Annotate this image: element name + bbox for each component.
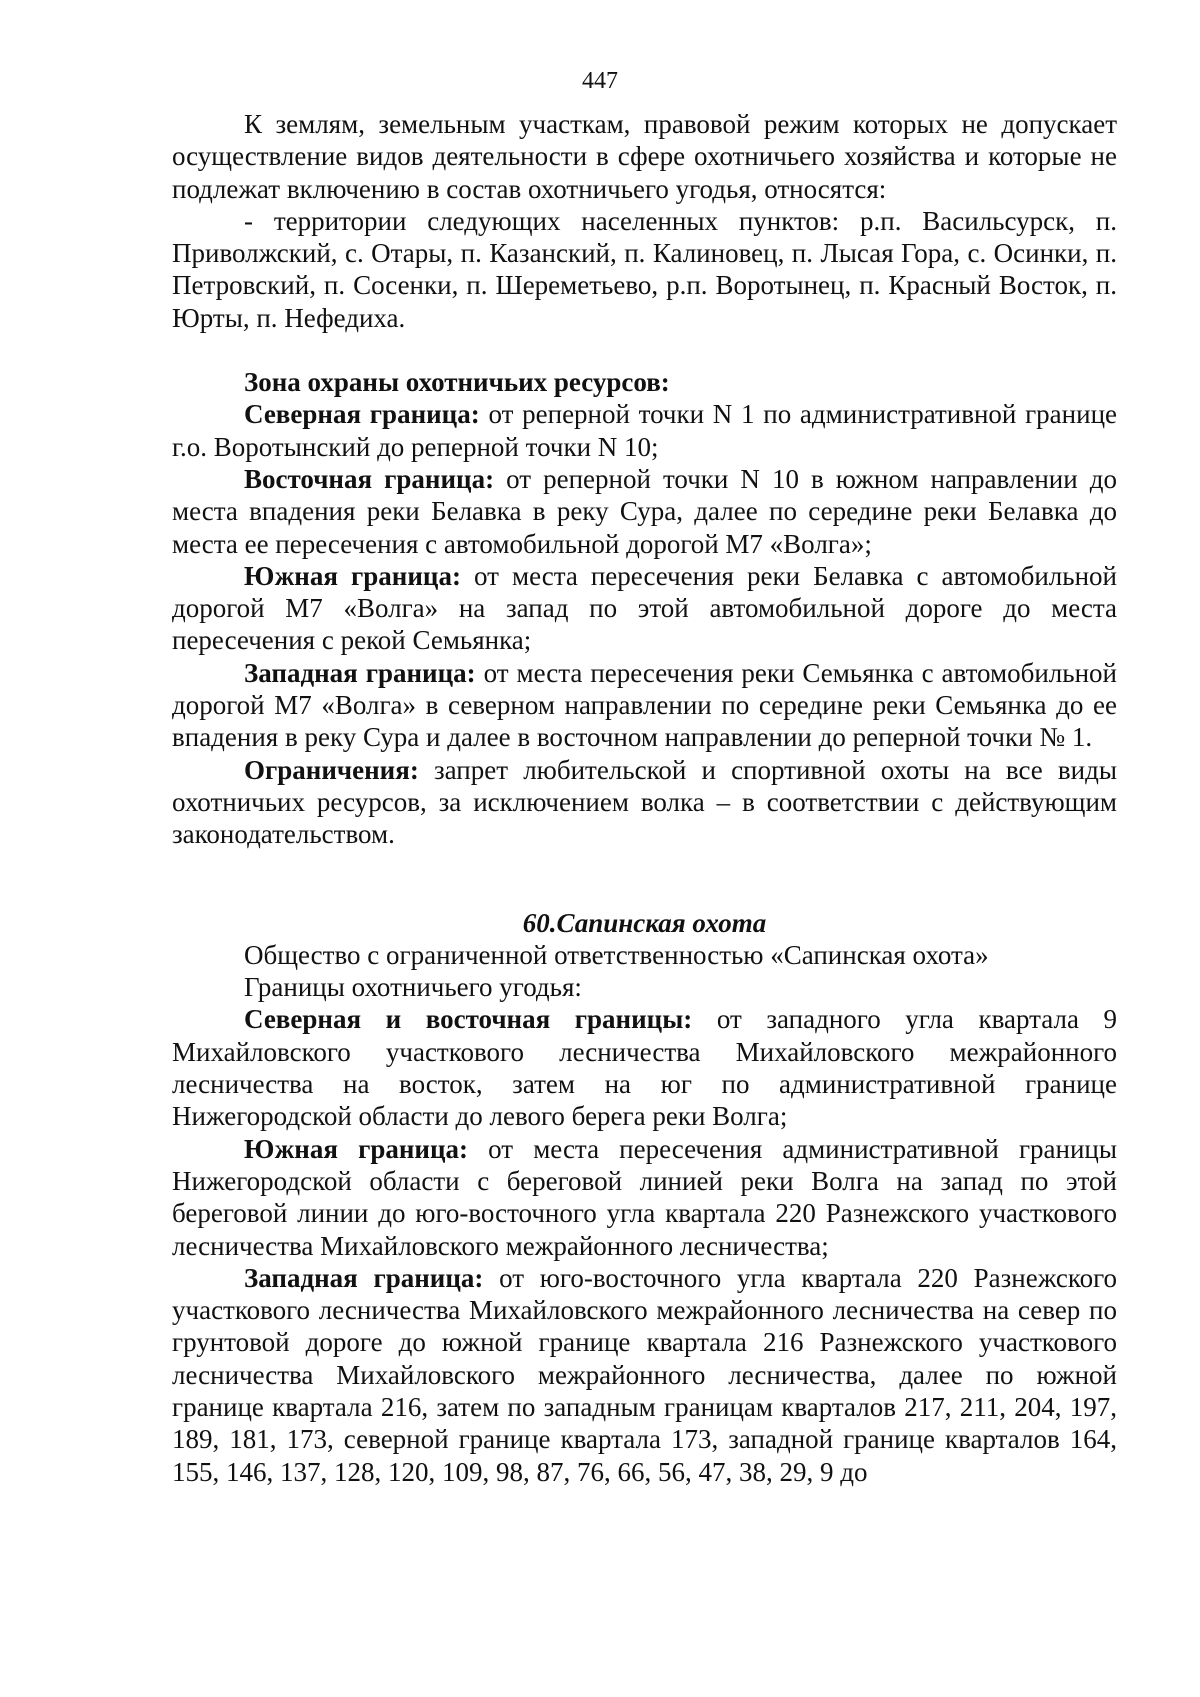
protection-restrictions-text: запрет любительской и спортивной охоты на все виды охотничьих ресурсов, за исключением волка – в соответствии с действующим законодательством. <box>172 754 1117 850</box>
section-60-west-border <box>172 1262 1117 1488</box>
protection-east-label: Восточная граница: <box>244 463 495 494</box>
protection-north-text: от реперной точки N 1 по административной границе г.о. Воротынский до реперной точки N 10; <box>172 399 1118 462</box>
excluded-lands-item: - территории следующих населенных пунктов: р.п. Васильсурск, п. Приволжский, с. Отары, п. Казанский, п. Калиновец, п. Лысая Гора, с. Осинки, п. Петровский, п. Сосенки, п. Шереметьево, р.п. Воротынец, п. Красный Восток, п. Юрты, п. Нефедиха. <box>172 205 1117 333</box>
section-60-north-east-border <box>172 1003 1117 1132</box>
protection-south-text: от места пересечения реки Белавка с автомобильной дорогой М7 «Волга» на запад по этой автомобильной дороге до места пересечения с рекой Семьянка; <box>172 560 1117 656</box>
section-60-organization: Общество с ограниченной ответственностью «Сапинская охота» <box>244 939 989 970</box>
protection-zone-heading-text: Зона охраны охотничьих ресурсов: <box>244 367 670 398</box>
protection-zone-heading <box>172 366 1117 398</box>
protection-east-border <box>172 463 1117 560</box>
section-60-title: 60.Сапинская охота <box>522 907 767 938</box>
protection-north-label: Северная граница: <box>244 399 480 430</box>
section-60-north-east-label: Северная и восточная границы: <box>244 1004 693 1035</box>
section-60-south-text: от места пересечения административной границы Нижегородской области с береговой линией реки Волга на запад по этой береговой линии до юго-восточного угла квартала 220 Разнежского участкового лесничества Михайловского межрайонного лесничества; <box>172 1133 1117 1261</box>
section-60-west-label: Западная граница: <box>244 1262 484 1293</box>
section-60-west-text: от юго-восточного угла квартала 220 Разнежского участкового лесничества Михайловского межрайонного лесничества на север по грунтовой дороге до южной границе квартала 216 Разнежского участкового лесничества Михайловского межрайонного лесничества, далее по южной границе квартала 216, затем по западным границам кварталов 217, 211, 204, 197, 189, 181, 173, северной границе квартала 173, западной границе кварталов 164, 155, 146, 137, 128, 120, 109, 98, 87, 76, 66, 56, 47, 38, 29, 9 до <box>172 1262 1117 1487</box>
section-60-south-label: Южная граница: <box>244 1133 469 1164</box>
protection-west-border <box>172 657 1117 754</box>
protection-east-text: от реперной точки N 10 в южном направлении до места впадения реки Белавка в реку Сура, далее по середине реки Белавка до места ее пересечения с автомобильной дорогой М7 «Волга»; <box>172 463 1117 559</box>
protection-south-label: Южная граница: <box>244 560 461 591</box>
page-number: 447 <box>582 68 618 94</box>
protection-restrictions-label: Ограничения: <box>244 754 419 785</box>
section-60-north-east-text: от западного угла квартала 9 Михайловского участкового лесничества Михайловского межрайонного лесничества на восток, затем на юг по административной границе Нижегородской области до левого берега реки Волга; <box>172 1004 1117 1132</box>
section-60-borders-heading: Границы охотничьего угодья: <box>244 972 582 1003</box>
protection-south-border <box>172 560 1117 657</box>
protection-restrictions <box>172 754 1117 851</box>
protection-west-text: от места пересечения реки Семьянка с автомобильной дорогой М7 «Волга» в северном направлении по середине реки Семьянка до ее впадения в реку Сура и далее в восточном направлении до реперной точки № 1. <box>172 657 1117 753</box>
section-60-south-border <box>172 1133 1117 1262</box>
excluded-lands-intro: К землям, земельным участкам, правовой режим которых не допускает осуществление видов деятельности в сфере охотничьего хозяйства и которые не подлежат включению в состав охотничьего угодья, относятся: <box>172 109 1117 204</box>
protection-north-border <box>172 398 1117 463</box>
protection-west-label: Западная граница: <box>244 657 476 688</box>
document-body <box>172 108 1117 1488</box>
